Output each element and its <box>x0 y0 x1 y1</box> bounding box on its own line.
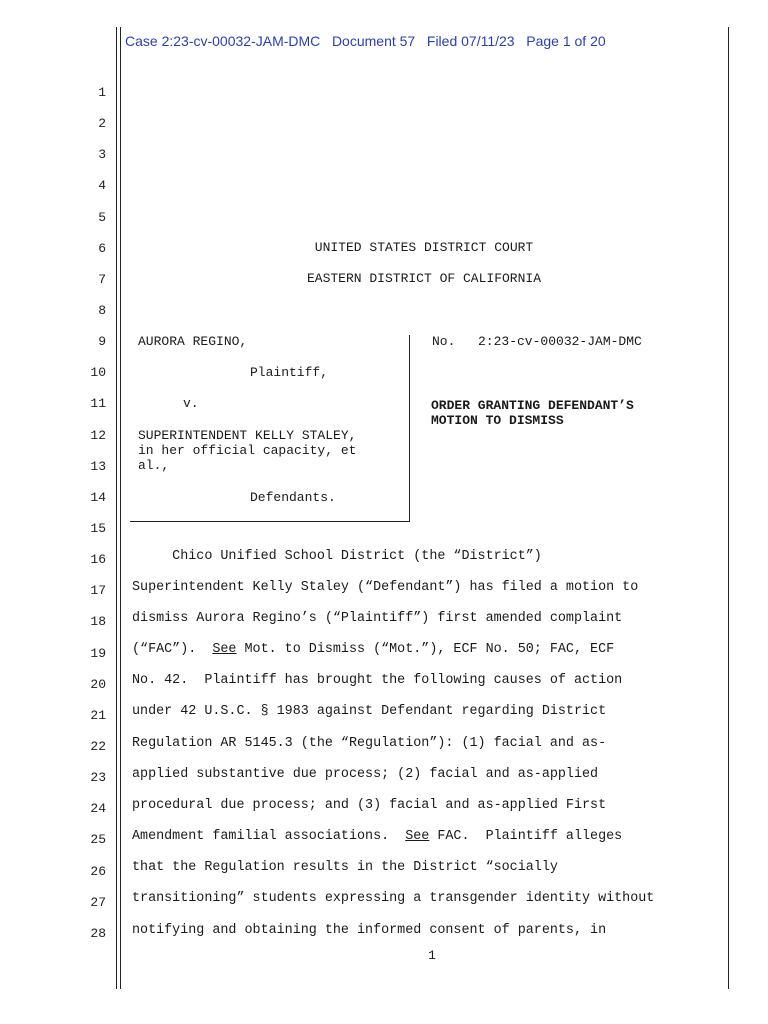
caption-divider-vertical <box>409 335 410 522</box>
line-number: 24 <box>90 801 106 817</box>
line-number: 18 <box>90 614 106 630</box>
line-number: 28 <box>90 925 106 941</box>
line-number: 5 <box>98 209 106 225</box>
body-line-22: Regulation AR 5145.3 (the “Regulation”): (1) facial and as- <box>132 736 607 751</box>
page-number: 1 <box>428 948 436 963</box>
plaintiff-role: Plaintiff, <box>250 365 329 380</box>
case-header: Case 2:23-cv-00032-JAM-DMC Document 57 Filed 07/11/23 Page 1 of 20 <box>125 33 606 49</box>
defendant-line-3: al., <box>138 458 170 473</box>
defendant-line-2: in her official capacity, et <box>138 443 357 458</box>
plaintiff-name: AURORA REGINO, <box>138 334 248 349</box>
body-line-27: transitioning” students expressing a transgender identity without <box>132 891 655 906</box>
defendant-line-1: SUPERINTENDENT KELLY STALEY, <box>138 428 357 443</box>
order-title-line-1: ORDER GRANTING DEFENDANT’S <box>431 398 634 413</box>
line-number: 20 <box>90 676 106 692</box>
see-citation: See <box>212 642 237 657</box>
body-line-19 <box>132 642 724 658</box>
line-number: 1 <box>98 85 106 100</box>
line-number: 3 <box>98 147 106 163</box>
body-line-17: Superintendent Kelly Staley (“Defendant”) has filed a motion to <box>132 580 639 595</box>
right-margin-rule <box>728 27 729 989</box>
line-number: 13 <box>90 458 106 474</box>
body-line-20: No. 42. Plaintiff has brought the following causes of action <box>132 673 623 688</box>
line-number: 22 <box>90 738 106 754</box>
order-title-line-2: MOTION TO DISMISS <box>431 413 564 428</box>
line-number: 16 <box>90 552 106 568</box>
body-text: FAC. Plaintiff alleges <box>429 829 623 844</box>
body-line-28: notifying and obtaining the informed consent of parents, in <box>132 923 607 938</box>
line-number: 15 <box>90 520 106 536</box>
line-number: 11 <box>90 396 106 412</box>
body-line-23: applied substantive due process; (2) facial and as-applied <box>132 767 599 782</box>
body-line-25 <box>132 829 724 845</box>
see-citation: See <box>405 829 430 844</box>
line-number: 27 <box>90 894 106 910</box>
line-number: 17 <box>90 583 106 599</box>
line-number: 23 <box>90 770 106 786</box>
left-margin-rule <box>116 27 117 989</box>
line-number: 8 <box>98 302 106 318</box>
case-number-label: No. <box>432 334 456 349</box>
line-number: 19 <box>90 645 106 661</box>
defendant-role: Defendants. <box>250 490 336 505</box>
line-number: 21 <box>90 707 106 723</box>
body-line-26: that the Regulation results in the District “socially <box>132 860 558 875</box>
body-line-21: under 42 U.S.C. § 1983 against Defendant regarding District <box>132 704 607 719</box>
left-margin-rule-inner <box>120 27 121 989</box>
line-number: 12 <box>90 427 106 443</box>
versus: v. <box>183 396 199 411</box>
body-text: Mot. to Dismiss (“Mot.”), ECF No. 50; FAC, ECF <box>236 642 615 657</box>
caption-divider-horizontal <box>130 521 410 522</box>
body-line-18: dismiss Aurora Regino’s (“Plaintiff”) first amended complaint <box>132 611 623 626</box>
case-number: 2:23-cv-00032-JAM-DMC <box>478 334 642 349</box>
court-district: EASTERN DISTRICT OF CALIFORNIA <box>306 271 542 286</box>
line-number: 7 <box>98 271 106 287</box>
line-number: 9 <box>98 334 106 350</box>
line-number: 14 <box>90 489 106 505</box>
body-text: Amendment familial associations. <box>132 829 406 844</box>
line-number: 2 <box>98 116 106 132</box>
body-line-24: procedural due process; and (3) facial and as-applied First <box>132 798 607 813</box>
line-number: 25 <box>90 832 106 848</box>
court-name: UNITED STATES DISTRICT COURT <box>314 240 534 255</box>
body-text: (“FAC”). <box>132 642 213 657</box>
body-line-16: Chico Unified School District (the “District”) <box>132 549 542 564</box>
line-number: 26 <box>90 863 106 879</box>
line-number: 4 <box>98 178 106 194</box>
line-number: 10 <box>90 365 106 381</box>
line-number: 6 <box>98 240 106 256</box>
